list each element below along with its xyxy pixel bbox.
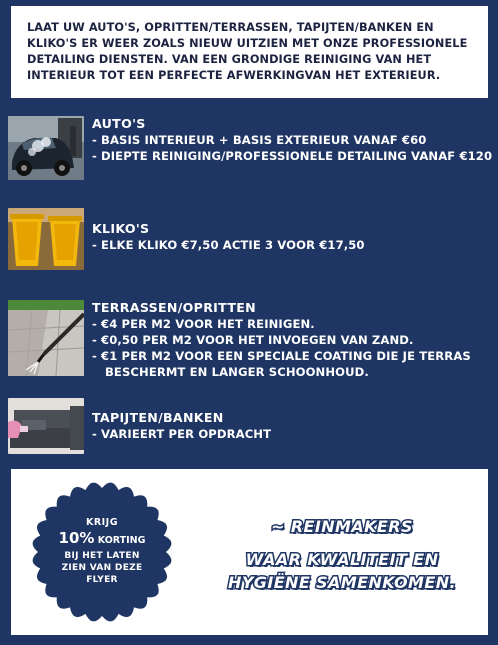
service-line: - €0,50 PER M2 VOOR HET INVOEGEN VAN ZAND. (92, 333, 414, 347)
bin-cleaning-image (8, 208, 84, 270)
service-line: BESCHERMT EN LANGER SCHOONHOUD. (105, 365, 369, 379)
intro-line: DETAILING DIENSTEN. VAN EEN GRONDIGE REINIGING VAN HET (27, 53, 432, 66)
service-text (92, 300, 492, 380)
intro-line: INTERIEUR TOT EEN PERFECTE AFWERKINGVAN HET EXTERIEUR. (27, 69, 441, 82)
badge-line: FLYER (86, 575, 118, 585)
service-text (92, 214, 492, 253)
slogan-line: WAAR KWALITEIT EN (245, 550, 439, 569)
badge-discount (31, 529, 173, 550)
service-line: - DIEPTE REINIGING/PROFESSIONELE DETAILING VANAF €120 (92, 149, 493, 163)
service-line: - BASIS INTERIEUR + BASIS EXTERIEUR VANAF €60 (92, 133, 427, 147)
service-title: AUTO'S (92, 116, 146, 131)
badge-krijg: KRIJG (85, 517, 119, 528)
service-line: - VARIEERT PER OPDRACHT (92, 427, 272, 441)
badge-line: BIJ HET LATEN (64, 551, 140, 561)
service-title: TAPIJTEN/BANKEN (92, 410, 224, 425)
discount-badge (31, 481, 173, 623)
intro-box (11, 6, 488, 98)
service-line: - €4 PER M2 VOOR HET REINIGEN. (92, 317, 315, 331)
pressure-washing-image (8, 300, 84, 376)
service-title: KLIKO'S (92, 221, 150, 236)
service-text (92, 116, 492, 164)
badge-line: ZIEN VAN DEZE (61, 563, 143, 573)
badge-korting: KORTING (97, 535, 146, 546)
badge-percent: 10% (58, 529, 95, 547)
intro-line: KLIKO'S ER WEER ZOALS NIEUW UITZIEN MET ONZE PROFESSIONELE (27, 37, 468, 50)
slogan (207, 515, 477, 594)
car-wash-image (8, 116, 84, 180)
slogan-line: HYGIËNE SAMENKOMEN. (228, 573, 456, 592)
intro-line: LAAT UW AUTO'S, OPRITTEN/TERRASSEN, TAPIJTEN/BANKEN EN (27, 21, 434, 34)
service-line: - €1 PER M2 VOOR EEN SPECIALE COATING DIE JE TERRAS (92, 349, 471, 363)
bottom-box (11, 469, 488, 635)
badge-text (31, 517, 173, 586)
service-text (92, 410, 492, 442)
sofa-cleaning-image (8, 398, 84, 454)
slogan-brand: ~ REINMAKERS (271, 517, 413, 536)
services-section (0, 100, 498, 465)
service-line: - ELKE KLIKO €7,50 ACTIE 3 VOOR €17,50 (92, 238, 365, 252)
service-title: TERRASSEN/OPRITTEN (92, 300, 256, 315)
